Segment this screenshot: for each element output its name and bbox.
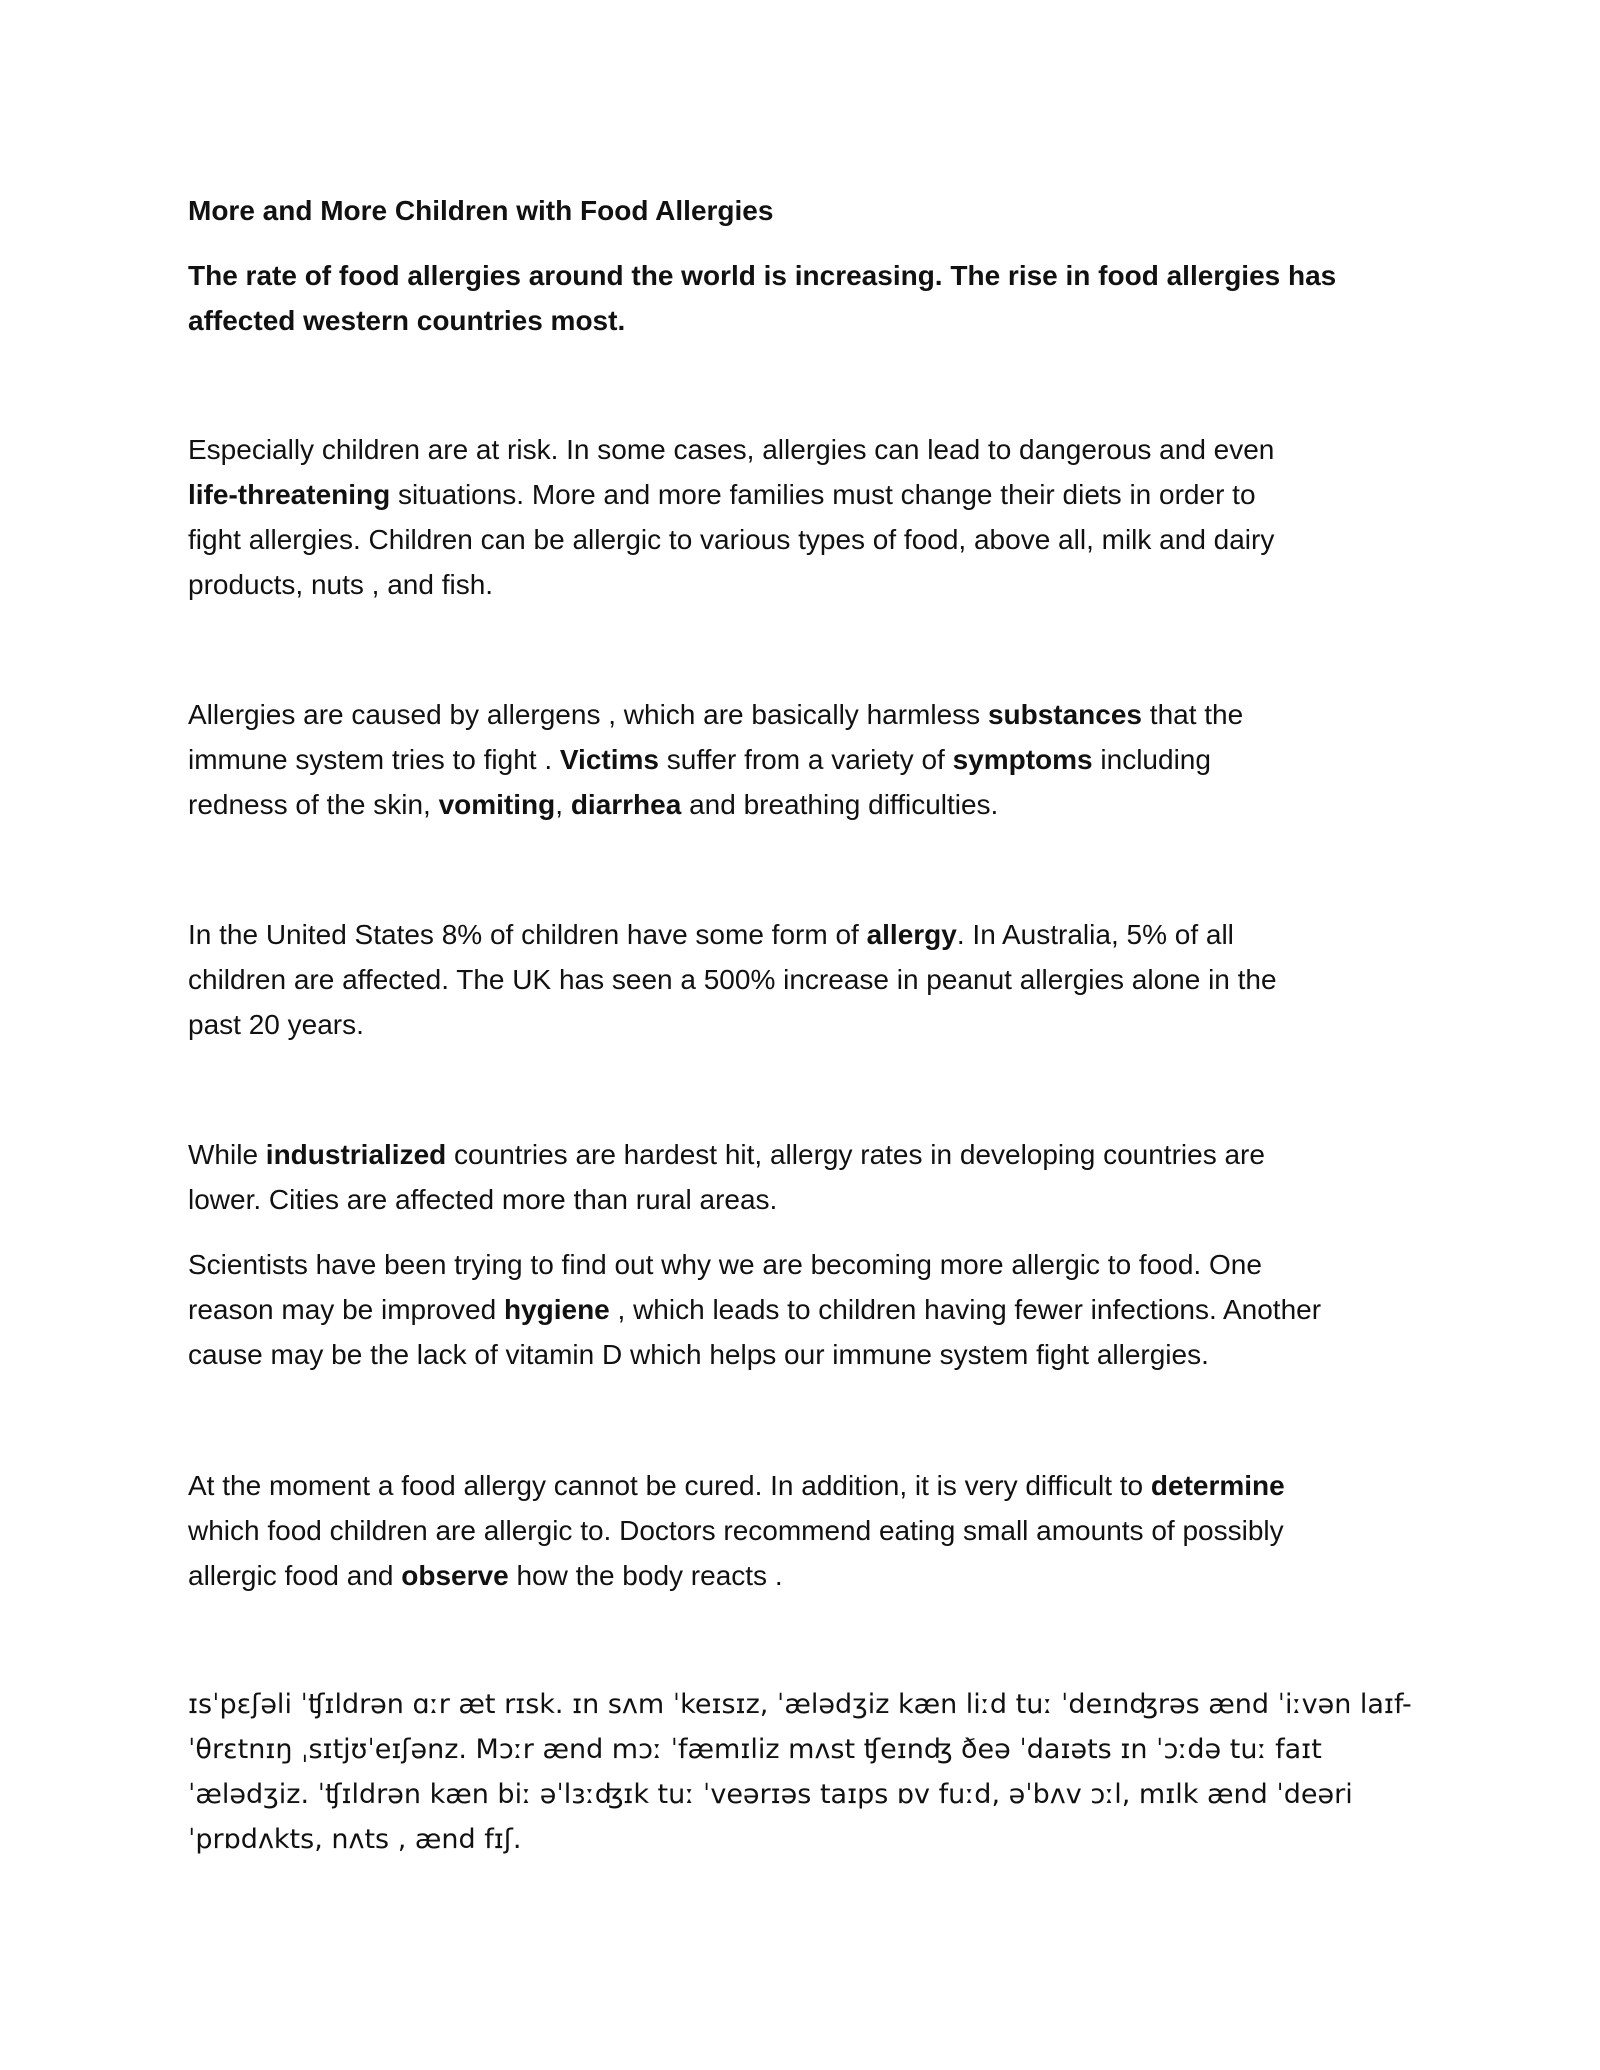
paragraph-risk	[188, 427, 1428, 607]
phonetic-line: ɪsˈpɛʃəli ˈʧɪldrən ɑːr æt rɪsk. ɪn sʌm ˈkeɪsɪz, ˈælədʒiz kæn liːd tuː ˈdeɪnʤrəs ænd ˈiːvən laɪf-	[188, 1689, 1412, 1720]
bold-term: observe	[401, 1560, 509, 1591]
text-segment: In the United States 8% of children have some form of	[188, 919, 867, 950]
bold-term: vomiting	[438, 789, 556, 820]
text-segment: allergic food and	[188, 1560, 402, 1591]
paragraph-statistics	[188, 912, 1428, 1047]
paragraph-scientists	[188, 1242, 1428, 1377]
text-line: Scientists have been trying to find out why we are becoming more allergic to food. One	[188, 1249, 1262, 1280]
phonetic-line: ˈælədʒiz. ˈʧɪldrən kæn biː əˈlɜːʤɪk tuː ˈveərɪəs taɪps ɒv fuːd, əˈbʌv ɔːl, mɪlk ænd ˈdeəri	[188, 1779, 1353, 1810]
text-segment: reason may be improved	[188, 1294, 504, 1325]
text-segment: and breathing difficulties.	[681, 789, 999, 820]
text-line: situations. More and more families must change their diets in order to	[390, 479, 1256, 510]
text-segment: , which leads to children having fewer infections. Another	[609, 1294, 1322, 1325]
text-line: products, nuts , and fish.	[188, 569, 494, 600]
bold-term: life-threatening	[188, 479, 391, 510]
text-segment: While	[188, 1139, 266, 1170]
text-segment: . In Australia, 5% of all	[956, 919, 1234, 950]
text-line: which food children are allergic to. Doctors recommend eating small amounts of possibly	[188, 1515, 1284, 1546]
lead-line: The rate of food allergies around the world is increasing. The rise in food allergies has	[188, 260, 1337, 291]
bold-term: industrialized	[265, 1139, 447, 1170]
lead-paragraph	[188, 253, 1428, 343]
text-segment: including	[1092, 744, 1211, 775]
text-line: cause may be the lack of vitamin D which helps our immune system fight allergies.	[188, 1339, 1209, 1370]
text-line: Especially children are at risk. In some cases, allergies can lead to dangerous and even	[188, 434, 1275, 465]
text-segment: redness of the skin,	[188, 789, 439, 820]
text-segment: ,	[555, 789, 571, 820]
text-segment: Allergies are caused by allergens , which are basically harmless	[188, 699, 988, 730]
text-segment: countries are hardest hit, allergy rates in developing countries are	[446, 1139, 1265, 1170]
bold-term: diarrhea	[570, 789, 682, 820]
text-line: fight allergies. Children can be allergic to various types of food, above all, milk and dairy	[188, 524, 1275, 555]
bold-term: allergy	[866, 919, 957, 950]
text-segment: immune system tries to fight .	[188, 744, 560, 775]
text-line: lower. Cities are affected more than rural areas.	[188, 1184, 778, 1215]
paragraph-cure	[188, 1463, 1428, 1598]
text-line: children are affected. The UK has seen a 500% increase in peanut allergies alone in the	[188, 964, 1277, 995]
bold-term: substances	[987, 699, 1143, 730]
bold-term: determine	[1150, 1470, 1285, 1501]
bold-term: symptoms	[952, 744, 1093, 775]
text-segment: that the	[1142, 699, 1244, 730]
phonetic-line: ˈprɒdʌkts, nʌts , ænd fɪʃ.	[188, 1824, 522, 1855]
text-line: past 20 years.	[188, 1009, 364, 1040]
phonetic-transcription	[188, 1682, 1428, 1862]
text-segment: At the moment a food allergy cannot be cured. In addition, it is very difficult to	[188, 1470, 1151, 1501]
text-segment: suffer from a variety of	[658, 744, 953, 775]
paragraph-industrialized	[188, 1132, 1428, 1222]
bold-term: hygiene	[503, 1294, 610, 1325]
text-segment: how the body reacts .	[508, 1560, 783, 1591]
phonetic-line: ˈθrɛtnɪŋ ˌsɪtjʊˈeɪʃənz. Mɔːr ænd mɔː ˈfæmɪliz mʌst ʧeɪnʤ ðeə ˈdaɪəts ɪn ˈɔːdə tuː faɪt	[188, 1734, 1322, 1765]
document-title: More and More Children with Food Allergies	[188, 195, 774, 226]
lead-line: affected western countries most.	[188, 305, 626, 336]
paragraph-causes	[188, 692, 1428, 827]
bold-term: Victims	[559, 744, 659, 775]
